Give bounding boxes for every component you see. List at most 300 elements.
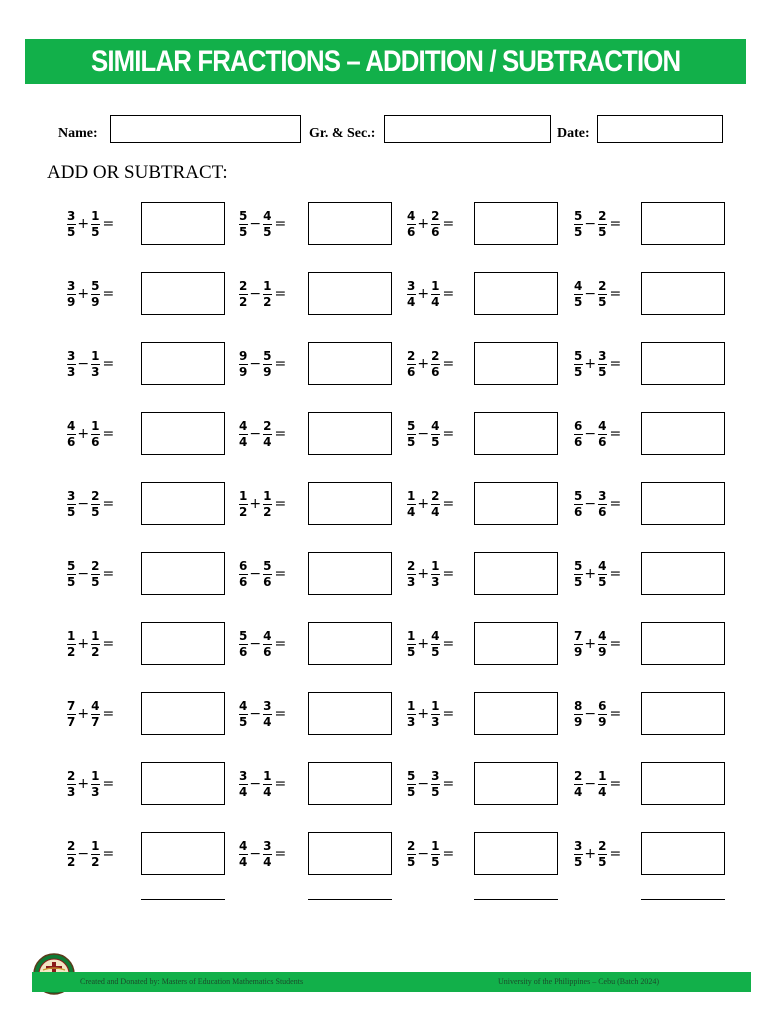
answer-box[interactable] bbox=[474, 692, 558, 735]
numerator: 1 bbox=[91, 628, 100, 643]
operator: + bbox=[77, 216, 90, 232]
answer-box[interactable] bbox=[308, 692, 392, 735]
numerator: 1 bbox=[263, 278, 272, 293]
problem-expression bbox=[406, 762, 454, 806]
operator: + bbox=[417, 216, 430, 232]
operator: + bbox=[417, 706, 430, 722]
equals-sign: = bbox=[609, 776, 622, 792]
problem-expression bbox=[406, 552, 454, 596]
numerator: 4 bbox=[239, 418, 248, 433]
second-fraction bbox=[262, 490, 272, 519]
second-fraction bbox=[90, 840, 100, 869]
problem-expression bbox=[66, 552, 114, 596]
answer-box[interactable] bbox=[641, 762, 725, 805]
problem-expression bbox=[66, 762, 114, 806]
numerator: 4 bbox=[598, 418, 607, 433]
denominator: 2 bbox=[239, 294, 248, 309]
numerator: 4 bbox=[239, 838, 248, 853]
first-fraction bbox=[66, 350, 76, 379]
denominator: 5 bbox=[431, 644, 440, 659]
problem-expression bbox=[573, 552, 621, 596]
numerator: 5 bbox=[574, 488, 583, 503]
numerator: 4 bbox=[263, 628, 272, 643]
equals-sign: = bbox=[274, 216, 287, 232]
denominator: 5 bbox=[431, 784, 440, 799]
numerator: 5 bbox=[407, 418, 416, 433]
operator: + bbox=[417, 496, 430, 512]
problem-expression bbox=[406, 202, 454, 246]
answer-box[interactable] bbox=[141, 692, 225, 735]
denominator: 7 bbox=[91, 714, 100, 729]
denominator: 5 bbox=[598, 364, 607, 379]
first-fraction bbox=[238, 560, 248, 589]
numerator: 2 bbox=[91, 488, 100, 503]
answer-box[interactable] bbox=[308, 552, 392, 595]
answer-box[interactable] bbox=[641, 832, 725, 875]
second-fraction bbox=[430, 490, 440, 519]
denominator: 5 bbox=[407, 644, 416, 659]
numerator: 1 bbox=[91, 838, 100, 853]
header-banner bbox=[25, 39, 746, 84]
operator: + bbox=[249, 496, 262, 512]
answer-box[interactable] bbox=[474, 622, 558, 665]
denominator: 5 bbox=[91, 574, 100, 589]
first-fraction bbox=[406, 840, 416, 869]
operator: − bbox=[584, 776, 597, 792]
answer-box[interactable] bbox=[308, 412, 392, 455]
answer-box[interactable] bbox=[641, 272, 725, 315]
first-fraction bbox=[406, 280, 416, 309]
equals-sign: = bbox=[102, 706, 115, 722]
answer-box[interactable] bbox=[641, 482, 725, 525]
first-fraction bbox=[573, 560, 583, 589]
problem-expression bbox=[238, 342, 286, 386]
equals-sign: = bbox=[609, 286, 622, 302]
answer-box[interactable] bbox=[474, 412, 558, 455]
first-fraction bbox=[66, 770, 76, 799]
denominator: 5 bbox=[598, 854, 607, 869]
answer-box[interactable] bbox=[141, 762, 225, 805]
first-fraction bbox=[238, 490, 248, 519]
second-fraction bbox=[90, 630, 100, 659]
problem-expression bbox=[406, 342, 454, 386]
problem-expression bbox=[573, 762, 621, 806]
answer-box[interactable] bbox=[308, 832, 392, 875]
operator: + bbox=[77, 426, 90, 442]
numerator: 3 bbox=[67, 208, 76, 223]
numerator: 6 bbox=[239, 558, 248, 573]
equals-sign: = bbox=[442, 846, 455, 862]
second-fraction bbox=[430, 770, 440, 799]
equals-sign: = bbox=[274, 426, 287, 442]
numerator: 3 bbox=[67, 278, 76, 293]
numerator: 1 bbox=[239, 488, 248, 503]
operator: − bbox=[77, 846, 90, 862]
denominator: 5 bbox=[407, 854, 416, 869]
equals-sign: = bbox=[274, 496, 287, 512]
denominator: 5 bbox=[407, 434, 416, 449]
numerator: 1 bbox=[431, 698, 440, 713]
problem-expression bbox=[406, 692, 454, 736]
denominator: 6 bbox=[67, 434, 76, 449]
denominator: 6 bbox=[239, 644, 248, 659]
answer-box[interactable] bbox=[308, 202, 392, 245]
denominator: 5 bbox=[239, 714, 248, 729]
equals-sign: = bbox=[274, 566, 287, 582]
first-fraction bbox=[238, 350, 248, 379]
problem-expression bbox=[238, 202, 286, 246]
operator: − bbox=[584, 426, 597, 442]
denominator: 4 bbox=[431, 504, 440, 519]
second-fraction bbox=[262, 840, 272, 869]
denominator: 2 bbox=[67, 854, 76, 869]
answer-box[interactable] bbox=[308, 272, 392, 315]
equals-sign: = bbox=[609, 706, 622, 722]
denominator: 5 bbox=[91, 224, 100, 239]
answer-box[interactable] bbox=[474, 552, 558, 595]
answer-box[interactable] bbox=[474, 762, 558, 805]
denominator: 2 bbox=[263, 294, 272, 309]
numerator: 1 bbox=[407, 628, 416, 643]
operator: − bbox=[77, 496, 90, 512]
denominator: 5 bbox=[67, 574, 76, 589]
answer-underline bbox=[474, 899, 558, 900]
answer-box[interactable] bbox=[474, 482, 558, 525]
equals-sign: = bbox=[274, 846, 287, 862]
numerator: 4 bbox=[431, 628, 440, 643]
denominator: 6 bbox=[91, 434, 100, 449]
second-fraction bbox=[430, 630, 440, 659]
denominator: 5 bbox=[574, 364, 583, 379]
numerator: 1 bbox=[67, 628, 76, 643]
operator: + bbox=[417, 636, 430, 652]
first-fraction bbox=[406, 210, 416, 239]
answer-box[interactable] bbox=[308, 762, 392, 805]
first-fraction bbox=[66, 490, 76, 519]
equals-sign: = bbox=[102, 216, 115, 232]
numerator: 2 bbox=[91, 558, 100, 573]
first-fraction bbox=[238, 700, 248, 729]
numerator: 5 bbox=[574, 348, 583, 363]
equals-sign: = bbox=[102, 286, 115, 302]
problem-expression bbox=[406, 412, 454, 456]
problem-expression bbox=[238, 272, 286, 316]
problem-expression bbox=[238, 832, 286, 876]
denominator: 4 bbox=[574, 784, 583, 799]
denominator: 9 bbox=[91, 294, 100, 309]
first-fraction bbox=[406, 770, 416, 799]
numerator: 3 bbox=[67, 348, 76, 363]
second-fraction bbox=[90, 700, 100, 729]
numerator: 5 bbox=[239, 208, 248, 223]
denominator: 6 bbox=[239, 574, 248, 589]
operator: − bbox=[249, 216, 262, 232]
numerator: 3 bbox=[239, 768, 248, 783]
problem-expression bbox=[66, 482, 114, 526]
operator: + bbox=[584, 846, 597, 862]
first-fraction bbox=[573, 210, 583, 239]
answer-box[interactable] bbox=[474, 832, 558, 875]
denominator: 2 bbox=[91, 854, 100, 869]
numerator: 1 bbox=[431, 558, 440, 573]
equals-sign: = bbox=[102, 846, 115, 862]
numerator: 4 bbox=[239, 698, 248, 713]
answer-box[interactable] bbox=[641, 622, 725, 665]
numerator: 5 bbox=[67, 558, 76, 573]
second-fraction bbox=[262, 630, 272, 659]
first-fraction bbox=[66, 420, 76, 449]
footer-university: University of the Philippines – Cebu (Batch 2024) bbox=[498, 977, 660, 986]
first-fraction bbox=[406, 350, 416, 379]
numerator: 2 bbox=[407, 348, 416, 363]
problem-expression bbox=[238, 762, 286, 806]
numerator: 1 bbox=[91, 418, 100, 433]
numerator: 1 bbox=[91, 768, 100, 783]
answer-box[interactable] bbox=[308, 482, 392, 525]
numerator: 2 bbox=[431, 208, 440, 223]
denominator: 5 bbox=[431, 854, 440, 869]
numerator: 3 bbox=[431, 768, 440, 783]
answer-box[interactable] bbox=[141, 832, 225, 875]
answer-box[interactable] bbox=[141, 552, 225, 595]
first-fraction bbox=[573, 840, 583, 869]
numerator: 5 bbox=[574, 558, 583, 573]
numerator: 1 bbox=[407, 488, 416, 503]
operator: − bbox=[249, 566, 262, 582]
numerator: 3 bbox=[598, 488, 607, 503]
denominator: 3 bbox=[431, 714, 440, 729]
second-fraction bbox=[597, 560, 607, 589]
second-fraction bbox=[597, 210, 607, 239]
operator: − bbox=[77, 356, 90, 372]
denominator: 9 bbox=[574, 714, 583, 729]
equals-sign: = bbox=[274, 706, 287, 722]
answer-box[interactable] bbox=[141, 622, 225, 665]
problem-expression bbox=[406, 482, 454, 526]
operator: − bbox=[77, 566, 90, 582]
second-fraction bbox=[597, 630, 607, 659]
problem-expression bbox=[406, 832, 454, 876]
equals-sign: = bbox=[609, 636, 622, 652]
second-fraction bbox=[430, 700, 440, 729]
first-fraction bbox=[238, 210, 248, 239]
denominator: 5 bbox=[574, 854, 583, 869]
first-fraction bbox=[573, 770, 583, 799]
denominator: 6 bbox=[431, 224, 440, 239]
problem-expression bbox=[573, 272, 621, 316]
name-field[interactable] bbox=[110, 115, 301, 143]
second-fraction bbox=[90, 770, 100, 799]
grade-section-field[interactable] bbox=[384, 115, 551, 143]
denominator: 4 bbox=[239, 784, 248, 799]
second-fraction bbox=[90, 490, 100, 519]
equals-sign: = bbox=[442, 216, 455, 232]
numerator: 1 bbox=[91, 348, 100, 363]
denominator: 2 bbox=[91, 644, 100, 659]
operator: + bbox=[77, 286, 90, 302]
date-field[interactable] bbox=[597, 115, 723, 143]
numerator: 5 bbox=[574, 208, 583, 223]
denominator: 9 bbox=[598, 644, 607, 659]
answer-box[interactable] bbox=[474, 272, 558, 315]
footer-bar bbox=[32, 972, 751, 992]
problem-expression bbox=[238, 622, 286, 666]
answer-box[interactable] bbox=[141, 412, 225, 455]
numerator: 4 bbox=[598, 628, 607, 643]
second-fraction bbox=[90, 560, 100, 589]
operator: − bbox=[417, 426, 430, 442]
numerator: 6 bbox=[574, 418, 583, 433]
numerator: 5 bbox=[407, 768, 416, 783]
numerator: 2 bbox=[598, 838, 607, 853]
problem-expression bbox=[406, 272, 454, 316]
denominator: 5 bbox=[263, 224, 272, 239]
operator: − bbox=[417, 776, 430, 792]
numerator: 4 bbox=[598, 558, 607, 573]
answer-box[interactable] bbox=[308, 622, 392, 665]
numerator: 3 bbox=[263, 698, 272, 713]
equals-sign: = bbox=[442, 426, 455, 442]
answer-box[interactable] bbox=[641, 412, 725, 455]
numerator: 2 bbox=[407, 558, 416, 573]
first-fraction bbox=[573, 280, 583, 309]
answer-box[interactable] bbox=[308, 342, 392, 385]
first-fraction bbox=[238, 420, 248, 449]
denominator: 3 bbox=[91, 364, 100, 379]
second-fraction bbox=[262, 210, 272, 239]
operator: + bbox=[417, 566, 430, 582]
numerator: 2 bbox=[407, 838, 416, 853]
numerator: 5 bbox=[239, 628, 248, 643]
numerator: 4 bbox=[67, 418, 76, 433]
problem-expression bbox=[573, 342, 621, 386]
denominator: 6 bbox=[574, 434, 583, 449]
equals-sign: = bbox=[442, 706, 455, 722]
first-fraction bbox=[406, 420, 416, 449]
first-fraction bbox=[406, 560, 416, 589]
instruction-heading: ADD OR SUBTRACT: bbox=[47, 162, 228, 183]
numerator: 1 bbox=[431, 278, 440, 293]
denominator: 4 bbox=[263, 854, 272, 869]
denominator: 5 bbox=[239, 224, 248, 239]
answer-box[interactable] bbox=[141, 482, 225, 525]
second-fraction bbox=[430, 350, 440, 379]
numerator: 3 bbox=[574, 838, 583, 853]
second-fraction bbox=[597, 490, 607, 519]
operator: − bbox=[584, 286, 597, 302]
problem-expression bbox=[238, 692, 286, 736]
answer-box[interactable] bbox=[141, 342, 225, 385]
second-fraction bbox=[90, 350, 100, 379]
answer-box[interactable] bbox=[641, 202, 725, 245]
denominator: 5 bbox=[431, 434, 440, 449]
numerator: 8 bbox=[574, 698, 583, 713]
second-fraction bbox=[597, 840, 607, 869]
second-fraction bbox=[597, 420, 607, 449]
equals-sign: = bbox=[102, 636, 115, 652]
answer-box[interactable] bbox=[641, 552, 725, 595]
second-fraction bbox=[430, 420, 440, 449]
equals-sign: = bbox=[609, 216, 622, 232]
first-fraction bbox=[238, 630, 248, 659]
answer-box[interactable] bbox=[474, 342, 558, 385]
footer-credit: Created and Donated by: Masters of Education Mathematics Students bbox=[80, 977, 304, 986]
first-fraction bbox=[573, 630, 583, 659]
numerator: 3 bbox=[407, 278, 416, 293]
numerator: 2 bbox=[431, 488, 440, 503]
numerator: 1 bbox=[598, 768, 607, 783]
denominator: 3 bbox=[67, 784, 76, 799]
equals-sign: = bbox=[442, 776, 455, 792]
operator: − bbox=[249, 426, 262, 442]
second-fraction bbox=[597, 280, 607, 309]
answer-box[interactable] bbox=[141, 272, 225, 315]
denominator: 4 bbox=[407, 294, 416, 309]
denominator: 2 bbox=[239, 504, 248, 519]
denominator: 4 bbox=[598, 784, 607, 799]
first-fraction bbox=[66, 700, 76, 729]
problem-expression bbox=[66, 622, 114, 666]
first-fraction bbox=[66, 210, 76, 239]
numerator: 4 bbox=[574, 278, 583, 293]
first-fraction bbox=[406, 700, 416, 729]
second-fraction bbox=[262, 770, 272, 799]
problem-expression bbox=[238, 482, 286, 526]
numerator: 4 bbox=[407, 208, 416, 223]
numerator: 5 bbox=[263, 558, 272, 573]
denominator: 4 bbox=[263, 714, 272, 729]
equals-sign: = bbox=[609, 566, 622, 582]
numerator: 3 bbox=[67, 488, 76, 503]
date-label: Date: bbox=[557, 126, 590, 141]
second-fraction bbox=[262, 280, 272, 309]
first-fraction bbox=[406, 630, 416, 659]
denominator: 9 bbox=[67, 294, 76, 309]
operator: + bbox=[417, 356, 430, 372]
problem-expression bbox=[573, 482, 621, 526]
numerator: 1 bbox=[263, 768, 272, 783]
numerator: 2 bbox=[67, 768, 76, 783]
answer-box[interactable] bbox=[474, 202, 558, 245]
denominator: 5 bbox=[598, 294, 607, 309]
answer-box[interactable] bbox=[641, 342, 725, 385]
denominator: 4 bbox=[263, 784, 272, 799]
operator: + bbox=[77, 776, 90, 792]
denominator: 9 bbox=[263, 364, 272, 379]
first-fraction bbox=[573, 490, 583, 519]
denominator: 5 bbox=[598, 574, 607, 589]
denominator: 9 bbox=[598, 714, 607, 729]
numerator: 1 bbox=[263, 488, 272, 503]
denominator: 6 bbox=[598, 504, 607, 519]
equals-sign: = bbox=[442, 286, 455, 302]
numerator: 2 bbox=[431, 348, 440, 363]
denominator: 6 bbox=[263, 574, 272, 589]
first-fraction bbox=[406, 490, 416, 519]
operator: + bbox=[417, 286, 430, 302]
first-fraction bbox=[573, 700, 583, 729]
answer-box[interactable] bbox=[641, 692, 725, 735]
denominator: 4 bbox=[239, 434, 248, 449]
numerator: 2 bbox=[598, 208, 607, 223]
numerator: 4 bbox=[431, 418, 440, 433]
answer-box[interactable] bbox=[141, 202, 225, 245]
denominator: 5 bbox=[574, 294, 583, 309]
second-fraction bbox=[262, 350, 272, 379]
problem-expression bbox=[406, 622, 454, 666]
operator: − bbox=[584, 706, 597, 722]
denominator: 5 bbox=[574, 224, 583, 239]
